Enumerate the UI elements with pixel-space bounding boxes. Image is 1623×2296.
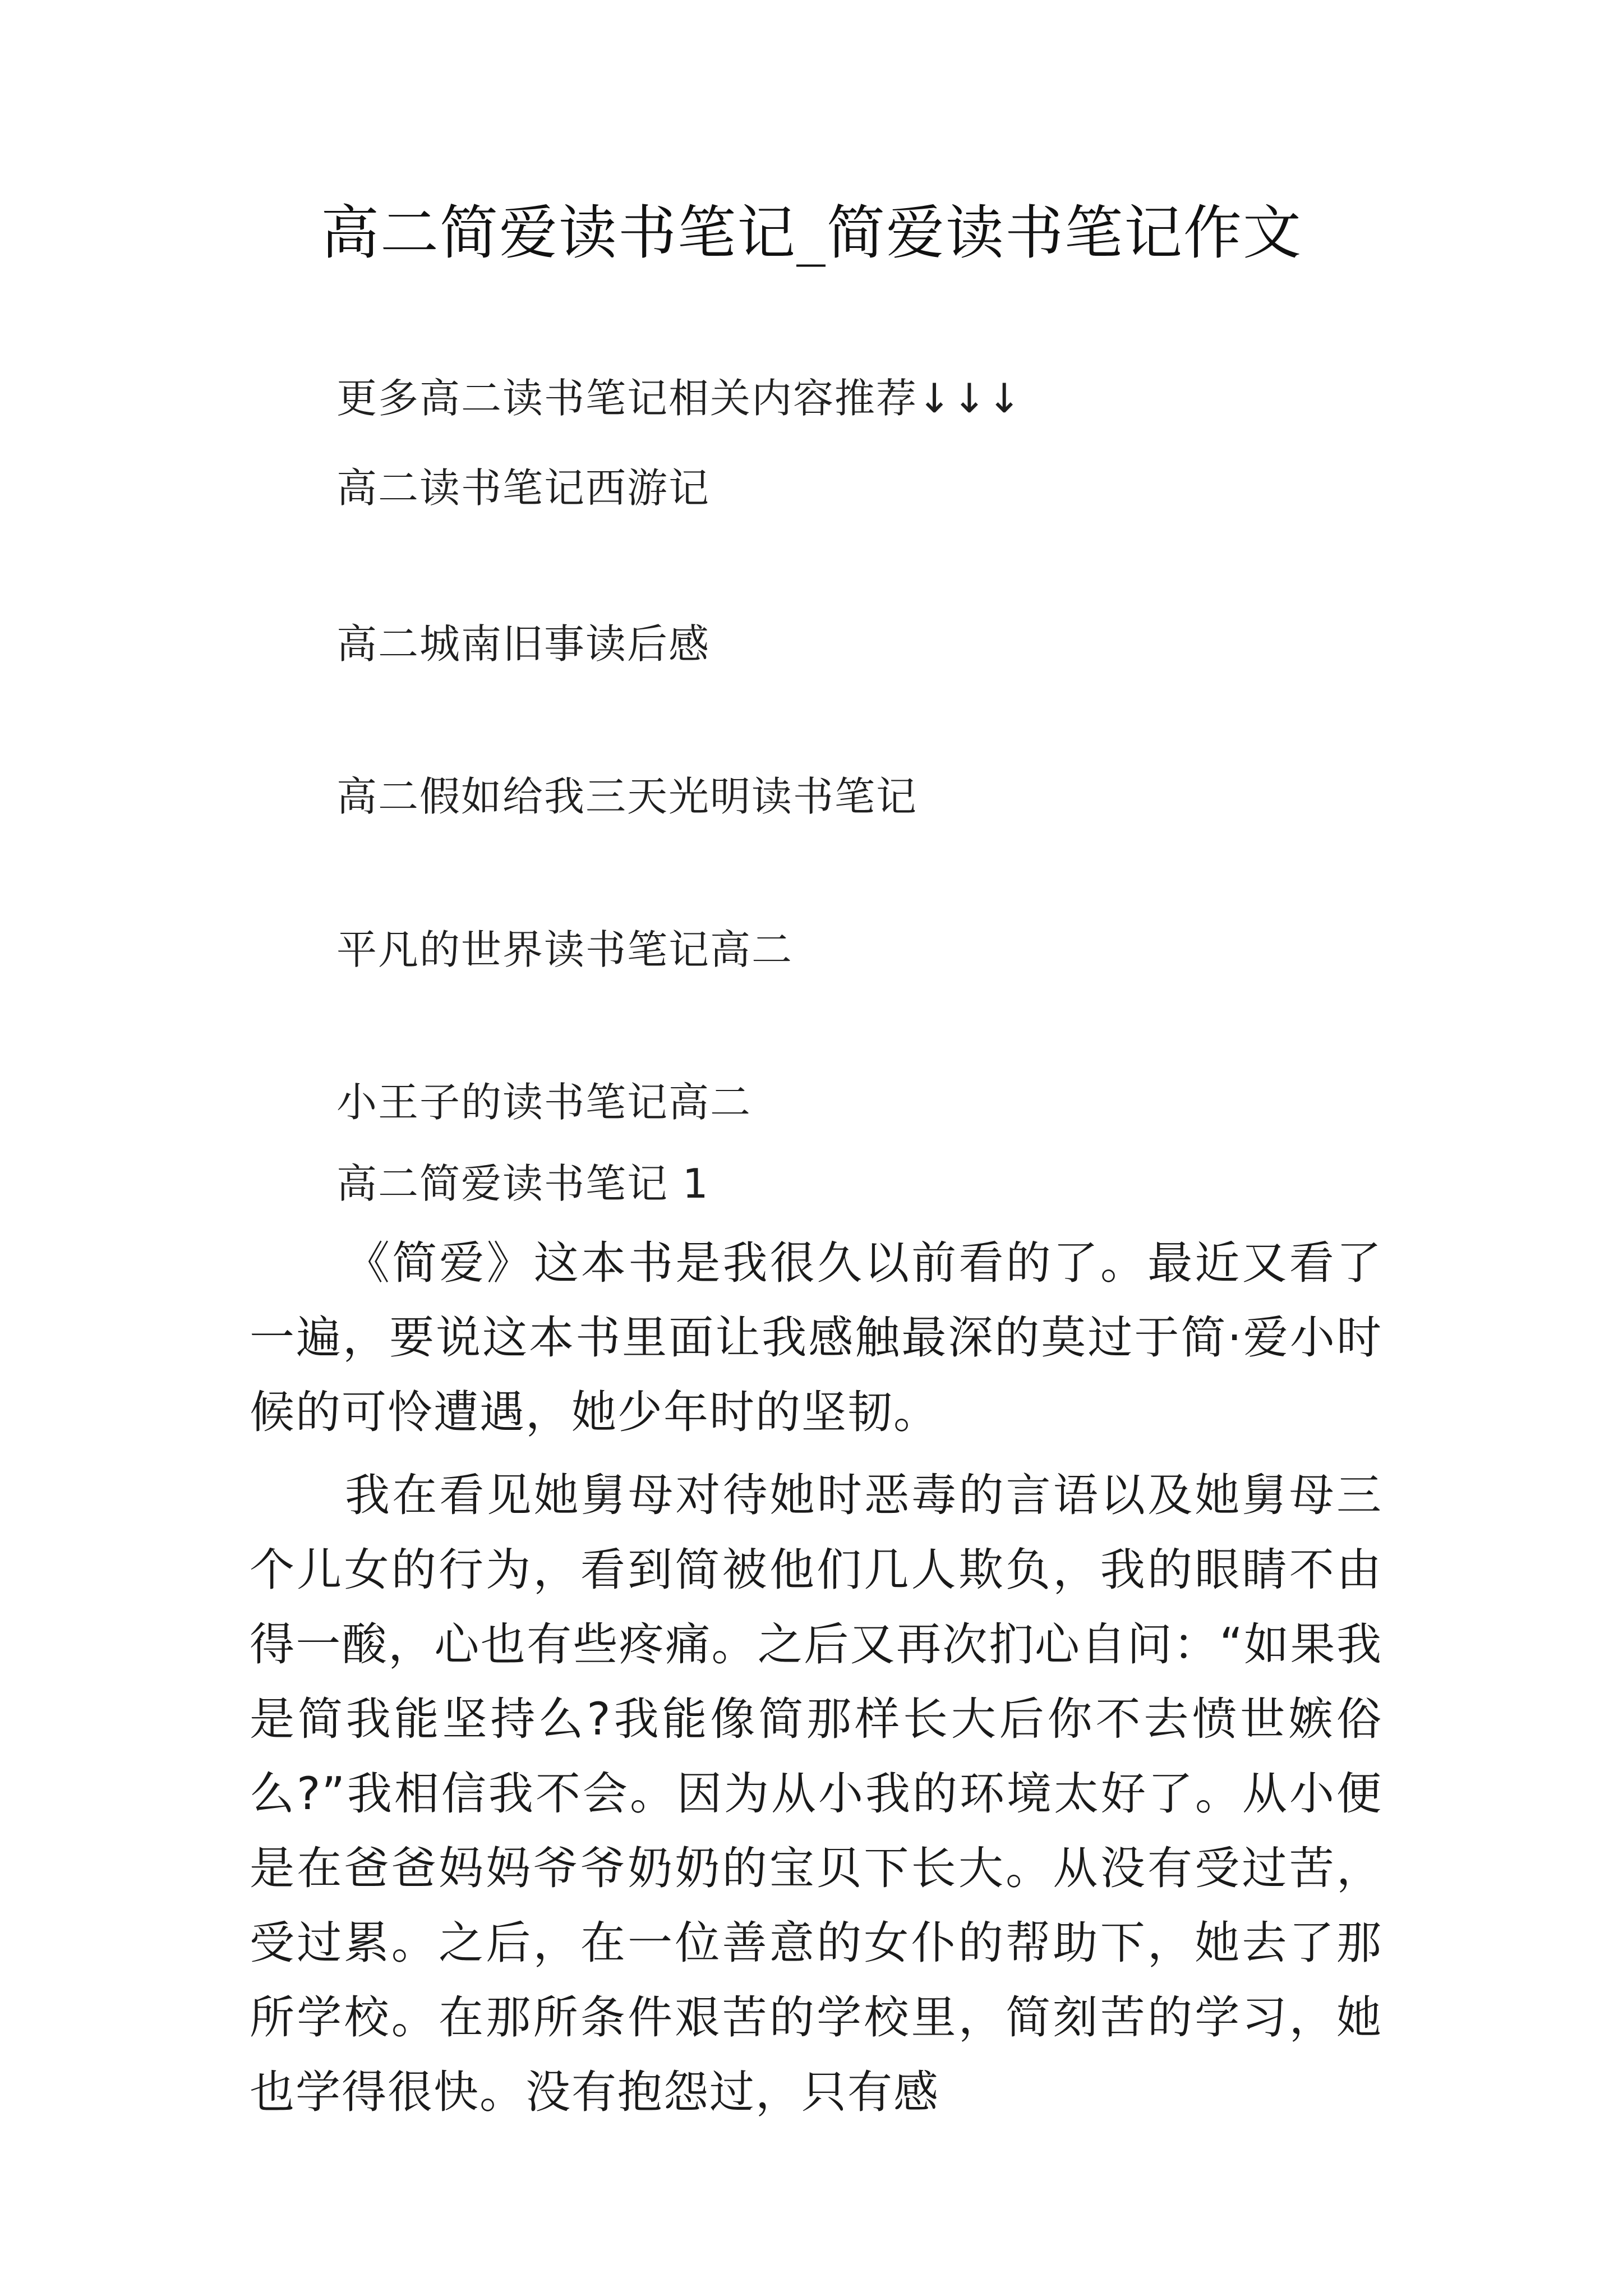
paragraph: 我在看见她舅母对待她时恶毒的言语以及她舅母三个儿女的行为，看到简被他们几人欺负，我的眼睛不由得一酸，心也有些疼痛。之后又再次扪心自问：“如果我是简我能坚持么?我能像简那样长大后你不去愤世嫉俗么?”我相信我不会。因为从小我的环境太好了。从小便是在爸爸妈妈爷爷奶奶的宝贝下长大。从没有受过苦，受过累。之后，在一位善意的女仆的帮助下，她去了那所学校。在那所条件艰苦的学校里，简刻苦的学习，她也学得很快。没有抱怨过，只有感 (250, 1469, 1382, 2118)
recommend-link[interactable]: 平凡的世界读书笔记高二 (336, 926, 794, 973)
recommend-link[interactable]: 小王子的读书笔记高二 (336, 1079, 752, 1126)
recommend-link[interactable]: 高二城南旧事读后感 (336, 620, 711, 668)
paragraph: 《简爱》这本书是我很久以前看的了。最近又看了一遍，要说这本书里面让我感触最深的莫过于简·爱小时候的可怜遭遇，她少年时的坚韧。 (250, 1237, 1382, 1438)
recommend-link[interactable]: 高二读书笔记西游记 (336, 464, 711, 512)
document-title: 高二简爱读书笔记_简爱读书笔记作文 (320, 199, 1302, 267)
body-text (250, 1226, 1382, 2129)
recommend-link[interactable]: 高二假如给我三天光明读书笔记 (336, 773, 918, 820)
recommend-header: 更多高二读书笔记相关内容推荐↓↓↓ (336, 375, 1022, 422)
section-heading: 高二简爱读书笔记 1 (336, 1160, 709, 1207)
